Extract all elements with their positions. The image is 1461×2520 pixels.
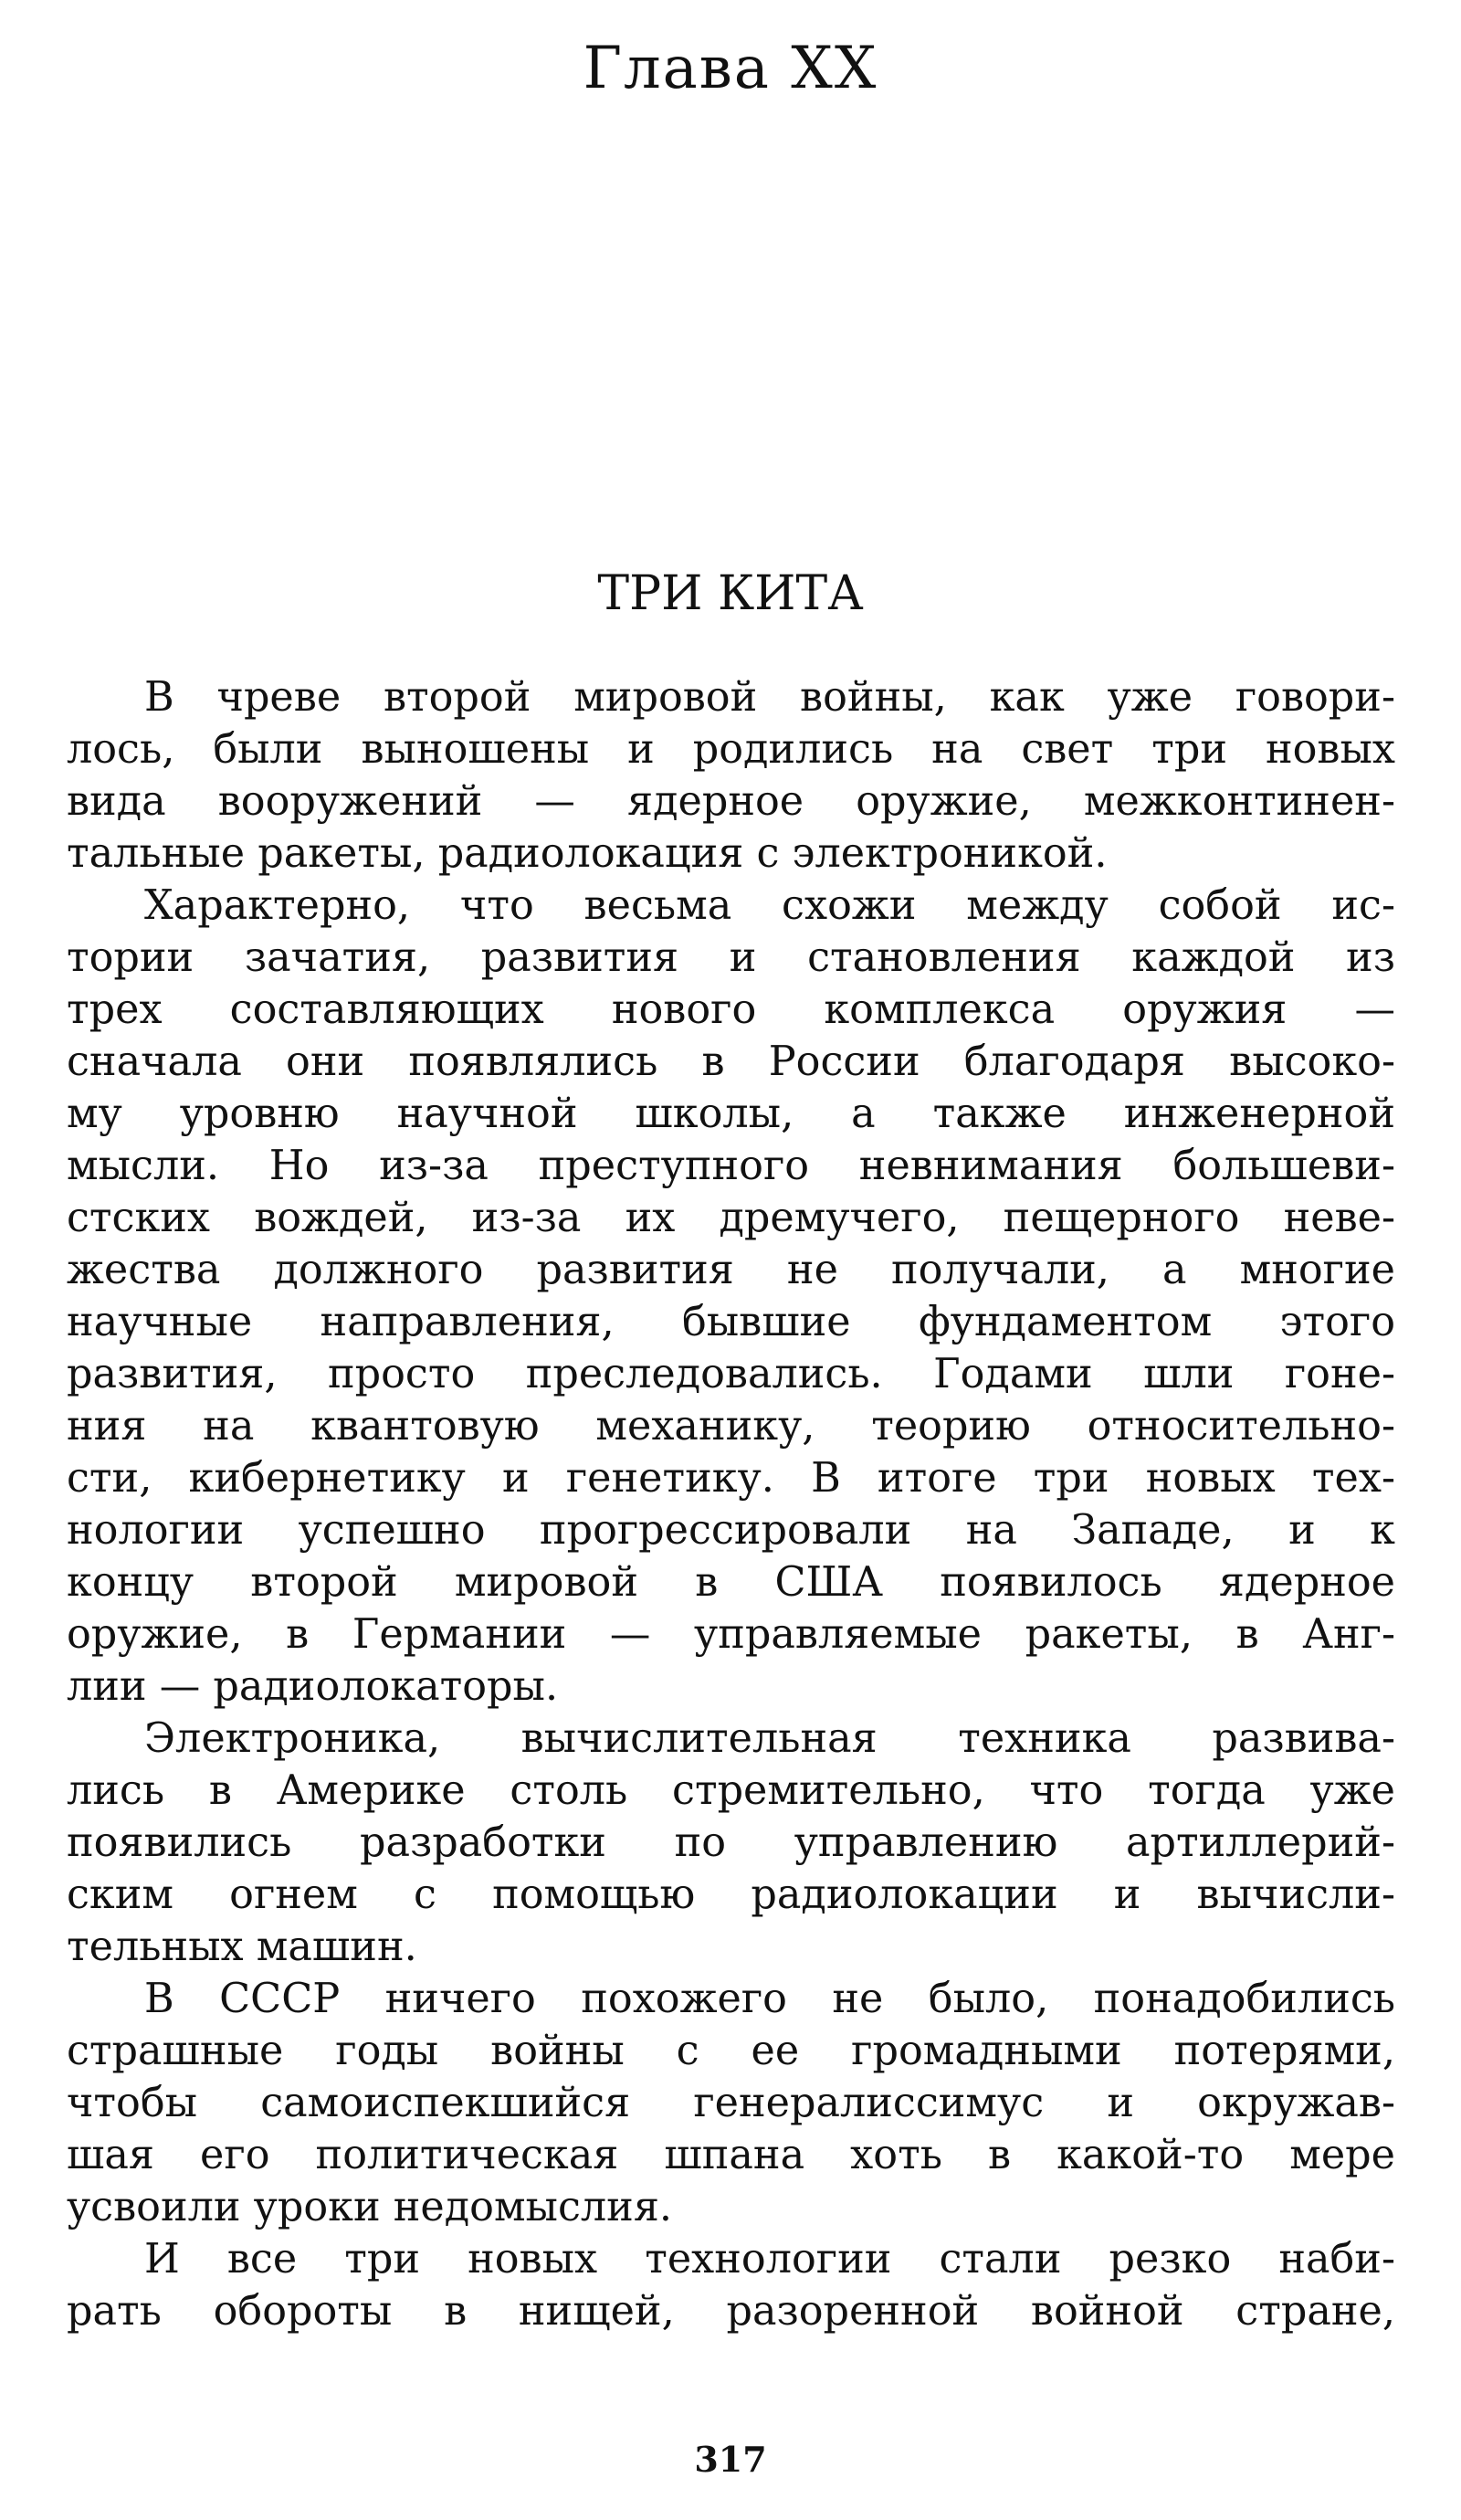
text-line: появились разработки по управлению артиллерий- xyxy=(67,1819,1395,1866)
text-line: тории зачатия, развития и становления каждой из xyxy=(67,934,1395,981)
text-line: оружие, в Германии — управляемые ракеты, в Анг- xyxy=(67,1611,1395,1658)
text-line: страшные годы войны с ее громадными потерями, xyxy=(67,2028,1395,2074)
paragraph xyxy=(67,1973,1395,2233)
text-line: му уровню научной школы, а также инженерной xyxy=(67,1091,1395,1137)
body-text xyxy=(67,671,1395,2337)
text-line: сти, кибернетику и генетику. В итоге три новых тех- xyxy=(67,1455,1395,1502)
text-line: И все три новых технологии стали резко наби- xyxy=(144,2236,1395,2283)
text-line: развития, просто преследовались. Годами шли гоне- xyxy=(67,1351,1395,1397)
text-line: тельных машин. xyxy=(67,1924,417,1970)
text-line: стских вождей, из-за их дремучего, пещерного неве- xyxy=(67,1195,1395,1241)
text-line: вида вооружений — ядерное оружие, межконтинен- xyxy=(67,778,1395,825)
section-title: ТРИ КИТА xyxy=(597,566,864,621)
text-line: ским огнем с помощью радиолокации и вычисли- xyxy=(67,1872,1395,1918)
text-line: В чреве второй мировой войны, как уже говори- xyxy=(144,674,1395,721)
text-line: чтобы самоиспекшийся генералиссимус и окружав- xyxy=(67,2080,1395,2126)
text-line: шая его политическая шпана хоть в какой-то мере xyxy=(67,2132,1395,2178)
paragraph xyxy=(67,880,1395,1713)
text-line: Характерно, что весьма схожи между собой ис- xyxy=(144,882,1395,929)
text-line: ния на квантовую механику, теорию относительно- xyxy=(67,1403,1395,1450)
text-line: жества должного развития не получали, а многие xyxy=(67,1247,1395,1293)
text-line: трех составляющих нового комплекса оружия — xyxy=(67,986,1395,1033)
text-line: Электроника, вычислительная техника развива- xyxy=(144,1715,1395,1762)
text-line: усвоили уроки недомыслия. xyxy=(67,2184,673,2230)
text-line: мысли. Но из-за преступного невнимания большеви- xyxy=(67,1143,1395,1189)
paragraph xyxy=(67,2233,1395,2337)
text-line: концу второй мировой в США появилось ядерное xyxy=(67,1559,1395,1606)
text-line: нологии успешно прогрессировали на Западе, и к xyxy=(67,1507,1395,1554)
page-number: 317 xyxy=(694,2439,767,2480)
text-line: лись в Америке столь стремительно, что тогда уже xyxy=(67,1767,1395,1814)
paragraph xyxy=(67,671,1395,880)
text-line: сначала они появлялись в России благодаря высоко- xyxy=(67,1039,1395,1085)
text-line: научные направления, бывшие фундаментом этого xyxy=(67,1299,1395,1345)
text-line: лии — радиолокаторы. xyxy=(67,1663,559,1710)
text-line: В СССР ничего похожего не было, понадобились xyxy=(144,1976,1395,2022)
chapter-heading: Глава XX xyxy=(583,35,878,102)
text-line: рать обороты в нищей, разоренной войной стране, xyxy=(67,2288,1395,2335)
paragraph xyxy=(67,1713,1395,1973)
text-line: лось, были выношены и родились на свет три новых xyxy=(67,726,1395,773)
text-line: тальные ракеты, радиолокация с электроникой. xyxy=(67,830,1108,877)
